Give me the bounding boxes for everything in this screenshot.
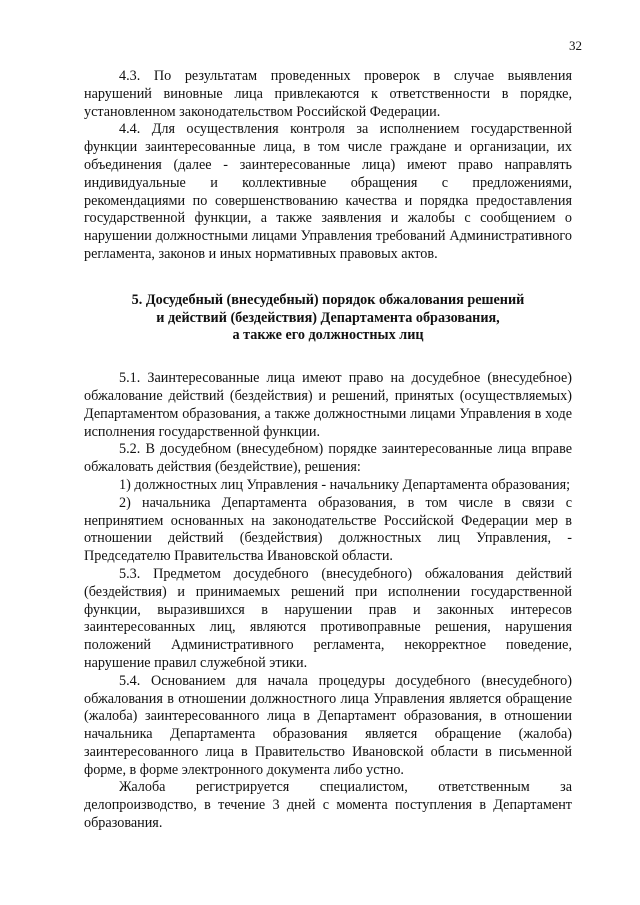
paragraph-5-3: 5.3. Предметом досудебного (внесудебного) обжалования действий (бездействия) и принимаемых решений при исполнении государственной функции, выразившихся в нарушении прав и законных интересов заинтересованных лиц, являются противоправные решения, нарушения положений Административного регламента, некорректное поведение, нарушение правил служебной этики. (84, 565, 572, 671)
paragraph-5-2: 5.2. В досудебном (внесудебном) порядке заинтересованные лица вправе обжаловать действия (бездействие), решения: (84, 441, 572, 476)
section-heading-line-2: и действий (бездействия) Департамента образования, (156, 309, 500, 326)
section-heading-line-1: 5. Досудебный (внесудебный) порядок обжалования решений (131, 291, 525, 308)
paragraph-5-4: 5.4. Основанием для начала процедуры досудебного (внесудебного) обжалования в отношении должностного лица Управления является обращение (жалоба) заинтересованного лица в Департамент образования, в отношении начальника Департамента образования является обращение (жалоба) заинтересованного лица в Правительство Ивановской области в письменной форме, в форме электронного документа либо устно. (84, 672, 572, 778)
section-heading-line-3: а также его должностных лиц (232, 327, 424, 344)
page-number: 32 (569, 38, 582, 53)
paragraph-4-3: 4.3. По результатам проведенных проверок в случае выявления нарушений виновные лица привлекаются к ответственности в порядке, установленном законодательством Российской Федерации. (84, 68, 572, 120)
section-heading (84, 292, 572, 345)
paragraph-complaint-registration: Жалоба регистрируется специалистом, ответственным за делопроизводство, в течение 3 дней с момента поступления в Департамент образования. (84, 779, 572, 832)
paragraph-4-4: 4.4. Для осуществления контроля за исполнением государственной функции заинтересованные лица, в том числе граждане и организации, их объединения (далее - заинтересованные лица) имеют право направлять индивидуальные и коллективные обращения с предложениями, рекомендациями по совершенствованию качества и порядка предоставления государственной функции, а также заявления и жалобы с сообщением о нарушении должностными лицами Управления требований Административного регламента, законов и иных нормативных правовых актов. (84, 121, 572, 262)
list-item-1: 1) должностных лиц Управления - начальнику Департамента образования; (119, 476, 571, 493)
list-item-2: 2) начальника Департамента образования, в том числе в связи с непринятием основанных на законодательстве Российской Федерации мер в отношении действий (бездействия) должностных лиц Управления, - Председателю Правительства Ивановской области. (84, 494, 572, 565)
paragraph-5-1: 5.1. Заинтересованные лица имеют право на досудебное (внесудебное) обжалование действий (бездействия) и решений, принятых (осуществляемых) Департаментом образования, а также должностными лицами Управления в ходе исполнения государственной функции. (84, 370, 572, 440)
document-body (84, 68, 572, 833)
